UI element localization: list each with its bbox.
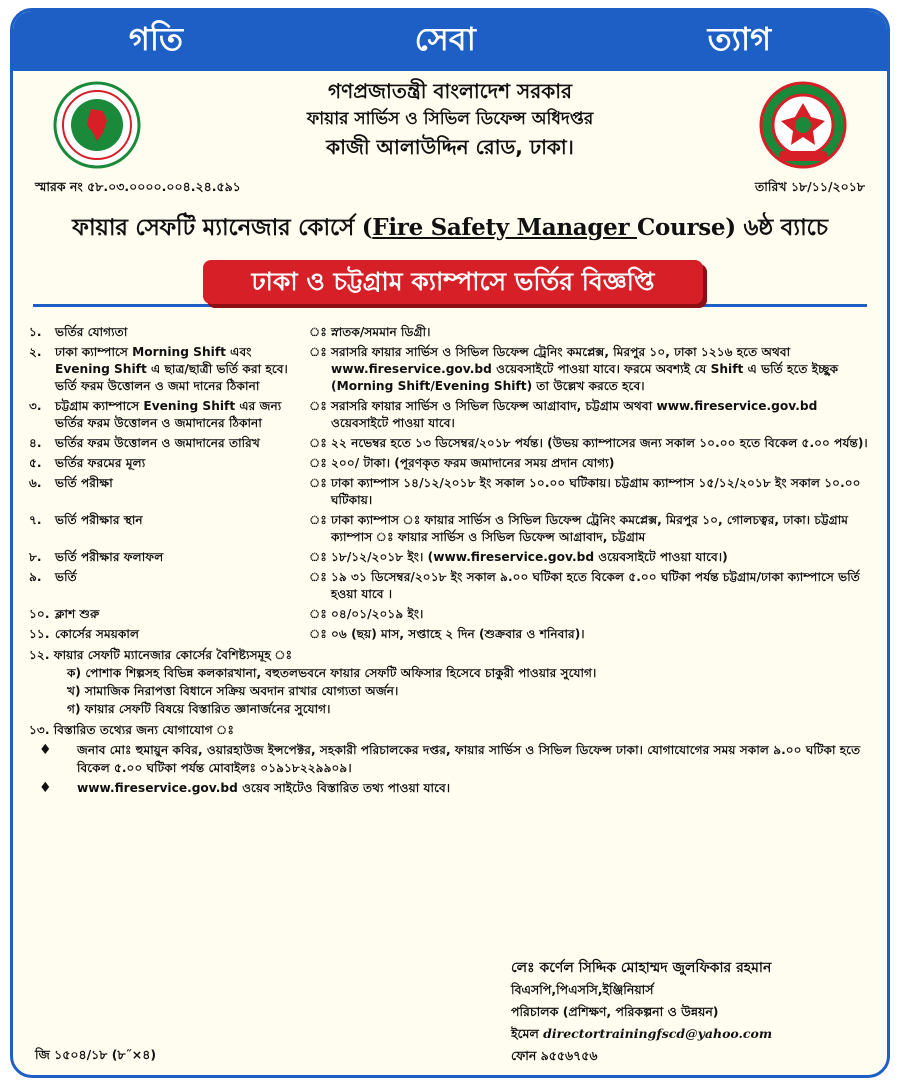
department-name: ফায়ার সার্ভিস ও সিভিল ডিফেন্স অধিদপ্তর — [306, 109, 594, 129]
item-value: সরাসরি ফায়ার সার্ভিস ও সিভিল ডিফেন্স আগ্রাবাদ, চট্টগ্রাম অথবা www.fireservice.gov.bd ওয়েবসাইটে পাওয়া যাবে। — [331, 399, 818, 430]
email-label: ইমেল — [511, 1026, 544, 1041]
signatory-designation: পরিচালক (প্রশিক্ষণ, পরিকল্পনা ও উন্নয়ন) — [511, 1004, 719, 1019]
item-colon: ঃ — [309, 345, 327, 359]
item-label: কোর্সের সময়কাল — [55, 627, 140, 641]
item-value: ১৯ ৩১ ডিসেম্বর/২০১৮ ইং সকাল ৯.০০ ঘটিকা হতে বিকেল ৫.০০ ঘটিকা পর্যন্ত চট্টগ্রাম/ঢাকা ক্যাম্পাসে ভর্তি হওয়া যাবে । — [331, 570, 860, 601]
office-address: কাজী আলাউদ্দিন রোড, ঢাকা। — [326, 135, 574, 159]
memo-number: স্মারক নং ৫৮.০৩.০০০০.০০৪.২৪.৫৯১ — [35, 179, 241, 194]
contact-person: জনাব মোঃ হুমায়ুন কবির, ওয়ারহাউজ ইন্সপেক্টর, সহকারী পরিচালকের দপ্তর, ফায়ার সার্ভিস ও সিভিল ডিফেন্স ঢাকা। যোগাযোগের সময় সকাল ৯.০০ ঘটিকা হতে বিকেল ৫.০০ ঘটিকা পর্যন্ত মোবাইলঃ ০১৯১৮২২৯৯০৯। — [77, 743, 861, 775]
item-label: ভর্তি — [55, 570, 77, 584]
item-number: ৯. — [29, 570, 42, 584]
government-seal-icon — [53, 81, 141, 169]
course-title-part1: ফায়ার সেফটি ম্যানেজার কোর্সে ( — [72, 214, 373, 241]
list-item — [29, 398, 869, 432]
course-title — [13, 209, 887, 248]
item-colon: ঃ — [309, 476, 327, 490]
item-value: ঢাকা ক্যাম্পাস ১৪/১২/২০১৮ ইং সকাল ১০.০০ ঘটিকায়। চট্টগ্রাম ক্যাম্পাস ১৫/১২/২০১৮ ইং সকাল ১০.০০ ঘটিকায়। — [331, 476, 861, 507]
item-number: ২. — [29, 345, 42, 359]
list-item — [29, 324, 869, 341]
signatory-email: directortrainingfscd@yahoo.com — [543, 1026, 773, 1041]
item-number: ১. — [29, 325, 42, 339]
item-value: ২২ নভেম্বর হতে ১৩ ডিসেম্বর/২০১৮ পর্যন্ত। (উভয় ক্যাম্পাসের জন্য সকাল ১০.০০ হতে বিকেল ৫.০০ পর্যন্ত)। — [331, 436, 868, 450]
item-colon: ঃ — [309, 550, 327, 564]
item-label: ভর্তি পরীক্ষার স্থান — [55, 513, 143, 527]
item-colon: ঃ — [309, 456, 327, 470]
item-value: সরাসরি ফায়ার সার্ভিস ও সিভিল ডিফেন্স ট্রেনিং কমপ্লেক্স, মিরপুর ১০, ঢাকা ১২১৬ হতে অথবা www.fireservice.gov.bd ওয়েবসাইটে পাওয়া যাবে। ফরমে অবশ্যই যে Shift এ ভর্তি হতে ইচ্ছুক (Morning Shift/Evening Shift) তা উল্লেখ করতে হবে। — [331, 345, 839, 393]
item-colon: ঃ — [309, 570, 327, 584]
feature-point: খ) সামাজিক নিরাপত্তা বিধানে সক্রিয় অবদান রাখার যোগ্যতা অর্জন। — [67, 684, 399, 698]
fire-service-logo-icon — [759, 81, 847, 169]
feature-point: ক) পোশাক শিল্পসহ বিভিন্ন কলকারখানা, বহুতলভবনে ফায়ার সেফটি অফিসার হিসেবে চাকুরী পাওয়ার সুযোগ। — [67, 666, 597, 680]
admission-banner: ঢাকা ও চট্টগ্রাম ক্যাম্পাসে ভর্তির বিজ্ঞপ্তি — [203, 260, 703, 304]
website-info: www.fireservice.gov.bd ওয়েব সাইটেও বিস্তারিত তথ্য পাওয়া যাবে। — [77, 781, 451, 795]
banner-divider — [33, 304, 867, 307]
course-title-underlined: Fire Safety Manager — [372, 214, 637, 241]
list-item — [29, 569, 869, 603]
item-value: স্নাতক/সমমান ডিগ্রী। — [331, 325, 431, 339]
course-title-part2: Course) ৬ষ্ঠ ব্যাচে — [637, 214, 828, 241]
feature-point: গ) ফায়ার সেফটি বিষয়ে বিস্তারিত জ্ঞানার্জনের সুযোগ। — [67, 702, 331, 716]
item-label: ভর্তির ফরম উত্তোলন ও জমাদানের তারিখ — [55, 436, 260, 450]
letterhead-text — [13, 77, 887, 161]
list-item — [29, 512, 869, 546]
item-label: চট্টগ্রাম ক্যাম্পাসে Evening Shift এর জন্য ভর্তির ফরম উত্তোলন ও জমাদানের ঠিকানা — [55, 399, 282, 430]
list-item — [29, 455, 869, 472]
government-name: গণপ্রজাতন্ত্রী বাংলাদেশ সরকার — [328, 79, 572, 103]
letterhead — [13, 77, 887, 177]
notice-items — [13, 324, 887, 797]
list-item — [29, 606, 869, 623]
signature-block — [511, 957, 772, 1067]
motto-word-1: গতি — [128, 20, 183, 58]
item-colon: ঃ — [309, 399, 327, 413]
list-item — [29, 344, 869, 395]
item-colon: ঃ — [309, 325, 327, 339]
item-number: ৭. — [29, 513, 42, 527]
item-number: ৫. — [29, 456, 42, 470]
item-value: ঢাকা ক্যাম্পাস ঃ ফায়ার সার্ভিস ও সিভিল ডিফেন্স ট্রেনিং কমপ্লেক্স, মিরপুর ১০, গোলচত্বর, ঢাকা। চট্টগ্রাম ক্যাম্পাস ঃ ফায়ার সার্ভিস ও সিভিল ডিফেন্স আগ্রাবাদ, চট্টগ্রাম — [331, 513, 849, 544]
motto-bar — [13, 11, 887, 71]
signatory-name: লেঃ কর্ণেল সিদ্দিক মোহাম্মদ জুলফিকার রহমান — [511, 960, 772, 976]
contact-bullet — [29, 779, 869, 797]
item-number: ৪. — [29, 436, 42, 450]
reference-line — [13, 179, 887, 199]
item-label: ভর্তি পরীক্ষা — [55, 476, 113, 490]
item-value: ০৬ (ছয়) মাস, সপ্তাহে ২ দিন (শুক্রবার ও শনিবার)। — [331, 627, 585, 641]
item-colon: ঃ — [309, 627, 327, 641]
notice-frame — [10, 8, 890, 1078]
signatory-credentials: বিএসপি,পিএসসি,ইঞ্জিনিয়ার্স — [511, 982, 654, 997]
item-number: ৮. — [29, 550, 42, 564]
item-number: ৩. — [29, 399, 42, 413]
signatory-phone: ফোন ৯৫৫৬৭৫৬ — [511, 1048, 598, 1063]
item-label: ভর্তির ফরমের মূল্য — [55, 456, 146, 470]
diamond-bullet-icon: ♦ — [39, 742, 52, 758]
list-item — [29, 626, 869, 643]
list-item — [29, 549, 869, 566]
admission-banner-wrap — [13, 256, 887, 310]
item-colon: ঃ — [309, 513, 327, 527]
item-colon: ঃ — [309, 436, 327, 450]
features-heading: ১২. ফায়ার সেফটি ম্যানেজার কোর্সের বৈশিষ্ট্যসমূহ ঃ — [29, 648, 293, 662]
diamond-bullet-icon: ♦ — [39, 780, 52, 796]
item-label: ক্লাশ শুরু — [55, 607, 100, 621]
item-label: ঢাকা ক্যাম্পাসে Morning Shift এবং Evening Shift এ ছাত্র/ছাত্রী ভর্তি করা হবে। ভর্তি ফরম উত্তোলন ও জমা দানের ঠিকানা — [55, 345, 288, 393]
list-item — [29, 475, 869, 509]
signatory-email-line — [511, 1023, 772, 1045]
notice-date: তারিখ ১৮/১১/২০১৮ — [754, 179, 865, 194]
item-number: ১১. — [29, 627, 50, 641]
contact-bullet — [29, 741, 869, 777]
list-item — [29, 435, 869, 452]
contact-heading: ১৩. বিস্তারিত তথ্যের জন্য যোগাযোগ ঃ — [29, 723, 234, 737]
item-colon: ঃ — [309, 607, 327, 621]
item-number: ৬. — [29, 476, 42, 490]
item-value: ২০০/ টাকা। (পূরণকৃত ফরম জমাদানের সময় প্রদান যোগ্য) — [331, 456, 615, 470]
motto-word-3: ত্যাগ — [707, 20, 772, 58]
item-value: ১৮/১২/২০১৮ ইং। (www.fireservice.gov.bd ওয়েবসাইটে পাওয়া যাবে।) — [331, 550, 728, 564]
item-number: ১০. — [29, 607, 50, 621]
motto-word-2: সেবা — [414, 20, 476, 58]
item-label: ভর্তির যোগ্যতা — [55, 325, 128, 339]
item-value: ০৪/০১/২০১৯ ইং। — [331, 607, 424, 621]
item-label: ভর্তি পরীক্ষার ফলাফল — [55, 550, 164, 564]
ad-code: জি ১৫০৪/১৮ (৮˝×৪) — [35, 1047, 157, 1062]
